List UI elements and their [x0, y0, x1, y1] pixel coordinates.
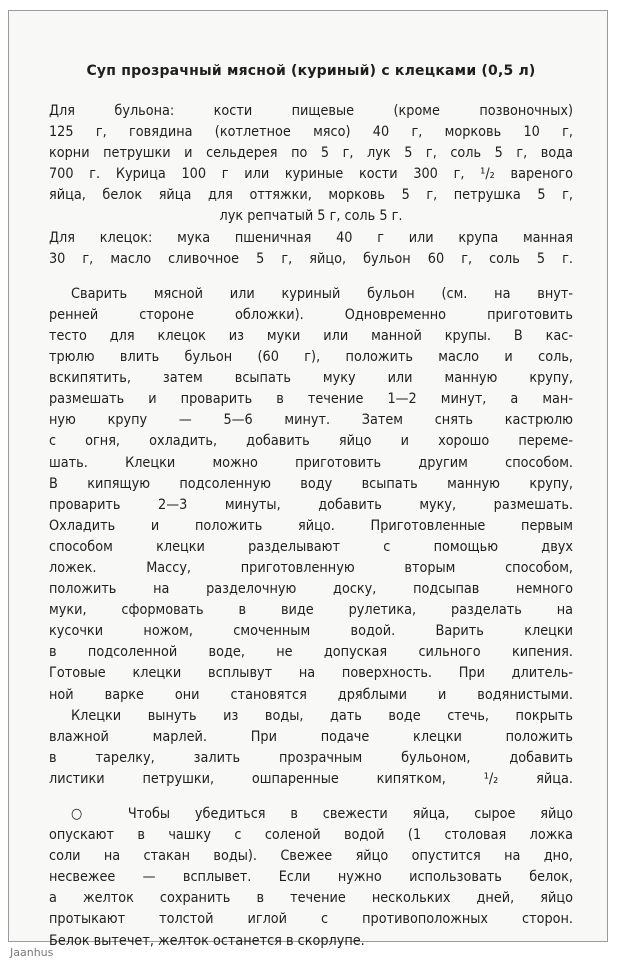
dumpling-line: 30 г, масло сливочное 5 г, яйцо, бульон 60 г, соль 5 г.	[49, 250, 573, 267]
tip-line: несвежее — всплывет. Если нужно использовать белок,	[49, 869, 573, 886]
broth-line: 125 г, говядина (котлетное мясо) 40 г, морковь 10 г,	[49, 124, 573, 141]
recipe-card	[8, 10, 608, 949]
tip-line: протыкают толстой иглой с противоположных сторон.	[49, 911, 573, 928]
spacer	[49, 270, 573, 284]
method-line: Сварить мясной или куриный бульон (см. на внут-	[71, 285, 573, 302]
method-line: В кипящую подсоленную воду всыпать манную крупу,	[49, 475, 573, 492]
tip-line: Белок вытечет, желток останется в скорлупе.	[49, 932, 365, 949]
tip-paragraph	[49, 804, 573, 952]
tip-line: ○ Чтобы убедиться в свежести яйца, сырое яйцо	[71, 806, 573, 822]
method-line: тесто для клецок из муки или манной крупы. В кас-	[49, 327, 573, 344]
serving-paragraph	[49, 706, 573, 790]
footer-credit: Jaanhus	[10, 946, 54, 959]
method-line: муки, сформовать в виде рулетика, разделать на	[49, 602, 573, 619]
serving-line: Клецки вынуть из воды, дать воде стечь, покрыть	[71, 707, 573, 724]
recipe-title: Суп прозрачный мясной (куриный) с клецками (0,5 л)	[86, 63, 536, 79]
tip-line: а желток сохранить в течение нескольких дней, яйцо	[49, 890, 573, 907]
broth-line: Для бульона: кости пищевые (кроме позвоночных)	[49, 103, 573, 119]
method-line: ной варке они становятся дряблыми и водянистыми.	[49, 686, 573, 703]
recipe-content	[49, 63, 573, 952]
broth-ingredients	[49, 101, 573, 228]
method-line: Охладить и положить яйцо. Приготовленные первым	[49, 517, 573, 534]
broth-line: 700 г. Курица 100 г или куриные кости 300 г, ¹/₂ вареного	[49, 166, 573, 183]
method-line: кусочки ножом, смоченным водой. Варить клецки	[49, 623, 573, 640]
spacer	[49, 790, 573, 804]
method-line: шать. Клецки можно приготовить другим способом.	[49, 454, 573, 471]
method-line: ную крупу — 5—6 минут. Затем снять кастрюлю	[49, 412, 573, 429]
method-line: вскипятить, затем всыпать муку или манную крупу,	[49, 370, 573, 387]
method-line: трюлю влить бульон (60 г), положить масло и соль,	[49, 349, 573, 366]
method-paragraph	[49, 284, 573, 706]
method-line: ренней стороне обложки). Одновременно приготовить	[49, 306, 573, 323]
broth-line: лук репчатый 5 г, соль 5 г.	[219, 208, 403, 225]
dumpling-ingredients	[49, 228, 573, 270]
tip-line: соли на стакан воды). Свежее яйцо опустится на дно,	[49, 848, 573, 865]
serving-line: листики петрушки, ошпаренные кипятком, ¹/₂ яйца.	[49, 770, 573, 787]
method-line: положить на разделочную доску, подсыпав немного	[49, 581, 573, 598]
serving-line: влажной марлей. При подаче клецки положить	[49, 728, 573, 745]
serving-line: в тарелку, залить прозрачным бульоном, добавить	[49, 749, 573, 766]
broth-line: яйца, белок яйца для оттяжки, морковь 5 г, петрушка 5 г,	[49, 187, 573, 204]
method-line: размешать и проварить в течение 1—2 минут, а ман-	[49, 391, 573, 408]
broth-line: корни петрушки и сельдерея по 5 г, лук 5 г, соль 5 г, вода	[49, 145, 573, 162]
method-line: в подсоленной воде, не допуская сильного кипения.	[49, 644, 573, 661]
method-line: ложек. Массу, приготовленную вторым способом,	[49, 559, 573, 576]
dumpling-line: Для клецок: мука пшеничная 40 г или крупа манная	[49, 229, 573, 246]
method-line: проварить 2—3 минуты, добавить муку, размешать.	[49, 496, 573, 513]
method-line: с огня, охладить, добавить яйцо и хорошо переме-	[49, 433, 573, 450]
method-line: Готовые клецки всплывут на поверхность. При длитель-	[49, 665, 573, 682]
tip-line: опускают в чашку с соленой водой (1 столовая ложка	[49, 827, 573, 844]
method-line: способом клецки разделывают с помощью двух	[49, 538, 573, 555]
